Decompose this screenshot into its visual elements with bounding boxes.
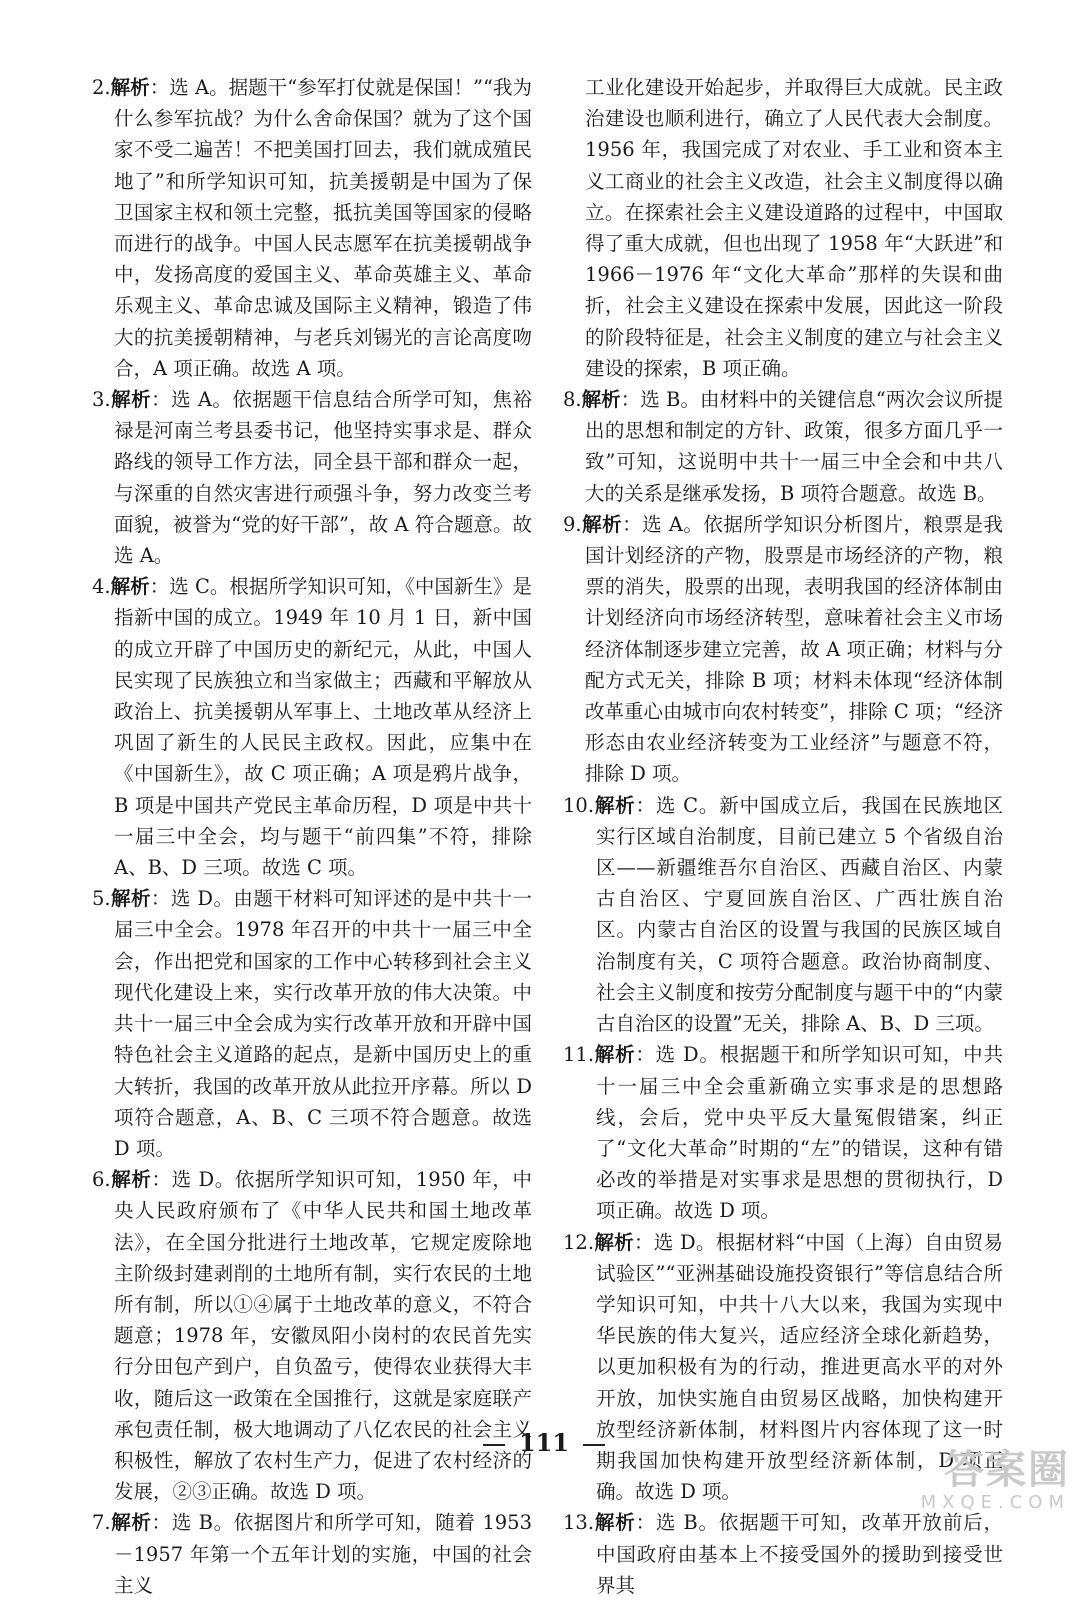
item-tag: 解析 xyxy=(110,1511,152,1535)
item-text: ：选 B。依据图片和所学可知，随着 1953－1957 年第一个五年计划的实施，中国的社会主义 xyxy=(114,1511,532,1597)
answer-item-5 xyxy=(92,883,532,1164)
item-text: ：选 C。根据所学知识可知，《中国新生》是指新中国的成立。1949 年 10 月 1 日，新中国的成立开辟了中国历史的新纪元，从此，中国人民实现了民族独立和当家做主；西藏和平解放从政治上、抗美援朝从军事上、土地改革从经济上巩固了新生的人民民主政权。因此，应集中在《中国新生》，故 C 项正确；A 项是鸦片战争，B 项是中国共产党民主革命历程，D 项是中共十一届三中全会，均与题干“前四集”不符，排除 A、B、D 三项。故选 C 项。 xyxy=(114,575,532,880)
item-text: ：选 C。新中国成立后，我国在民族地区实行区域自治制度，目前已建立 5 个省级自治区——新疆维吾尔自治区、西藏自治区、内蒙古自治区、宁夏回族自治区、广西壮族自治区。内蒙古自治区的设置与我国的民族区域自治制度有关，C 项符合题意。政治协商制度、社会主义制度和按劳分配制度与题干中的“内蒙古自治区的设置”无关，排除 A、B、D 三项。 xyxy=(596,793,1003,1036)
item-text: ：选 A。据题干“参军打仗就是保国！”“我为什么参军抗战？为什么舍命保国？就为了这个国家不受二遍苦！不把美国打回去，我们就成殖民地了”和所学知识可知，抗美援朝是中国为了保卫国家主权和领土完整，抵抗美国等国家的侵略而进行的战争。中国人民志愿军在抗美援朝战争中，发扬高度的爱国主义、革命英雄主义、革命乐观主义、革命忠诚及国际主义精神，锻造了伟大的抗美援朝精神，与老兵刘锡光的言论高度吻合，A 项正确。故选 A 项。 xyxy=(114,76,532,380)
watermark-title: 答案圈 xyxy=(944,1447,1070,1493)
item-number: 9. xyxy=(563,512,582,536)
item-tag: 解析 xyxy=(594,1230,634,1254)
item-number: 4. xyxy=(92,575,111,599)
item-text: ：选 D。依据所学知识可知，1950 年，中央人民政府颁布了《中华人民共和国土地改革法》，在全国分批进行土地改革，它规定废除地主阶级封建剥削的土地所有制，实行农民的土地所有制，所以①④属于土地改革的意义，不符合题意；1978 年，安徽凤阳小岗村的农民首先实行分田包产到户，自负盈亏，使得农业获得大丰收，随后这一政策在全国推行，这就是家庭联产承包责任制，极大地调动了八亿农民的社会主义积极性，解放了农村生产力，促进了农村经济的发展，②③正确。故选 D 项。 xyxy=(114,1168,532,1504)
left-column xyxy=(92,72,532,1601)
item-number: 6. xyxy=(92,1168,111,1192)
answer-item-7 xyxy=(92,1507,532,1601)
continued-text: 工业化建设开始起步，并取得巨大成就。民主政治建设也顺利进行，确立了人民代表大会制度。1956 年，我国完成了对农业、手工业和资本主义工商业的社会主义改造，社会主义制度得以确立。在探索社会主义建设道路的过程中，中国取得了重大成就，但也出现了 1958 年“大跃进”和 1966－1976 年“文化大革命”那样的失误和曲折，社会主义建设在探索中发展，因此这一阶段的阶段特征是，社会主义制度的建立与社会主义建设的探索，B 项正确。 xyxy=(585,76,1003,380)
item-text: ：选 B。依据题干可知，改革开放前后，中国政府由基本上不接受国外的援助到接受世界其 xyxy=(596,1511,1003,1597)
answer-item-10 xyxy=(563,790,1003,1040)
footer-dash-left xyxy=(483,1444,505,1446)
item-tag: 解析 xyxy=(110,76,150,99)
item-text: ：选 A。依据所学知识分析图片，粮票是我国计划经济的产物，股票是市场经济的产物，粮票的消失，股票的出现，表明我国的经济体制由计划经济向市场经济转型，意味着社会主义市场经济体制逐步建立完善，故 A 项正确；材料与分配方式无关，排除 B 项；材料未体现“经济体制改革重心由城市向农村转变”，排除 C 项；“经济形态由农业经济转变为工业经济”与题意不符，排除 D 项。 xyxy=(585,512,1003,786)
item-text: ：选 D。根据题干和所学知识可知，中共十一届三中全会重新确立实事求是的思想路线，会后，党中央平反大量冤假错案，纠正了“文化大革命”时期的“左”的错误，这种有错必改的举措是对实事求是思想的贯彻执行，D 项正确。故选 D 项。 xyxy=(596,1043,1003,1223)
item-tag: 解析 xyxy=(594,793,636,817)
item-text: ：选 B。由材料中的关键信息“两次会议所提出的思想和制定的方针、政策，很多方面几乎一致”可知，这说明中共十一届三中全会和中共八大的关系是继承发扬，B 项符合题意。故选 B。 xyxy=(585,388,1003,505)
answer-item-4 xyxy=(92,571,532,883)
item-tag: 解析 xyxy=(110,388,152,412)
answer-item-3 xyxy=(92,384,532,571)
page-number: 111 xyxy=(518,1428,570,1457)
item-text: ：选 D。由题干材料可知评述的是中共十一届三中全会。1978 年召开的中共十一届三中全会，作出把党和国家的工作中心转移到社会主义现代化建设上来，实行改革开放的伟大决策。中共十一届三中全会成为实行改革开放和开辟中国特色社会主义道路的起点，是新中国历史上的重大转折，我国的改革开放从此拉开序幕。所以 D 项符合题意，A、B、C 三项不符合题意。故选 D 项。 xyxy=(114,887,532,1160)
right-column xyxy=(563,72,1003,1601)
item-number: 12. xyxy=(563,1230,595,1254)
answer-item-8 xyxy=(563,384,1003,509)
answer-item-2 xyxy=(92,72,532,384)
item-tag: 解析 xyxy=(594,1043,636,1067)
footer-dash-right xyxy=(583,1444,605,1446)
answer-item-9 xyxy=(563,509,1003,790)
item-number: 11. xyxy=(563,1043,595,1067)
item-number: 3. xyxy=(92,388,111,412)
item-number: 8. xyxy=(563,388,582,412)
item-tag: 解析 xyxy=(581,388,621,412)
item-number: 13. xyxy=(563,1511,595,1535)
item-tag: 解析 xyxy=(110,575,150,599)
item-tag: 解析 xyxy=(110,887,151,911)
item-tag: 解析 xyxy=(581,512,623,536)
answer-item-11 xyxy=(563,1039,1003,1226)
item-tag: 解析 xyxy=(594,1511,636,1535)
watermark-url: MXQE.COM xyxy=(920,1492,1070,1513)
item-number: 2. xyxy=(92,76,111,99)
item-number: 10. xyxy=(563,793,595,817)
item-text: ：选 A。依据题干信息结合所学可知，焦裕禄是河南兰考县委书记，他坚持实事求是、群众路线的领导工作方法，同全县干部和群众一起，与深重的自然灾害进行顽强斗争，努力改变兰考面貌，被誉为“党的好干部”，故 A 符合题意。故选 A。 xyxy=(114,388,532,568)
item-text: ：选 D。根据材料“中国（上海）自由贸易试验区”“亚洲基础设施投资银行”等信息结合所学知识可知，中共十八大以来，我国为实现中华民族的伟大复兴，适应经济全球化新趋势，以更加积极有为的行动，推进更高水平的对外开放，加快实施自由贸易区战略，加快构建开放型经济新体制，材料图片内容体现了这一时期我国加快构建开放型经济新体制，D 项正确。故选 D 项。 xyxy=(596,1230,1003,1504)
item-number: 5. xyxy=(92,887,111,911)
watermark-logo xyxy=(870,1448,1070,1522)
item-number: 7. xyxy=(92,1511,111,1535)
item-tag: 解析 xyxy=(110,1168,152,1192)
